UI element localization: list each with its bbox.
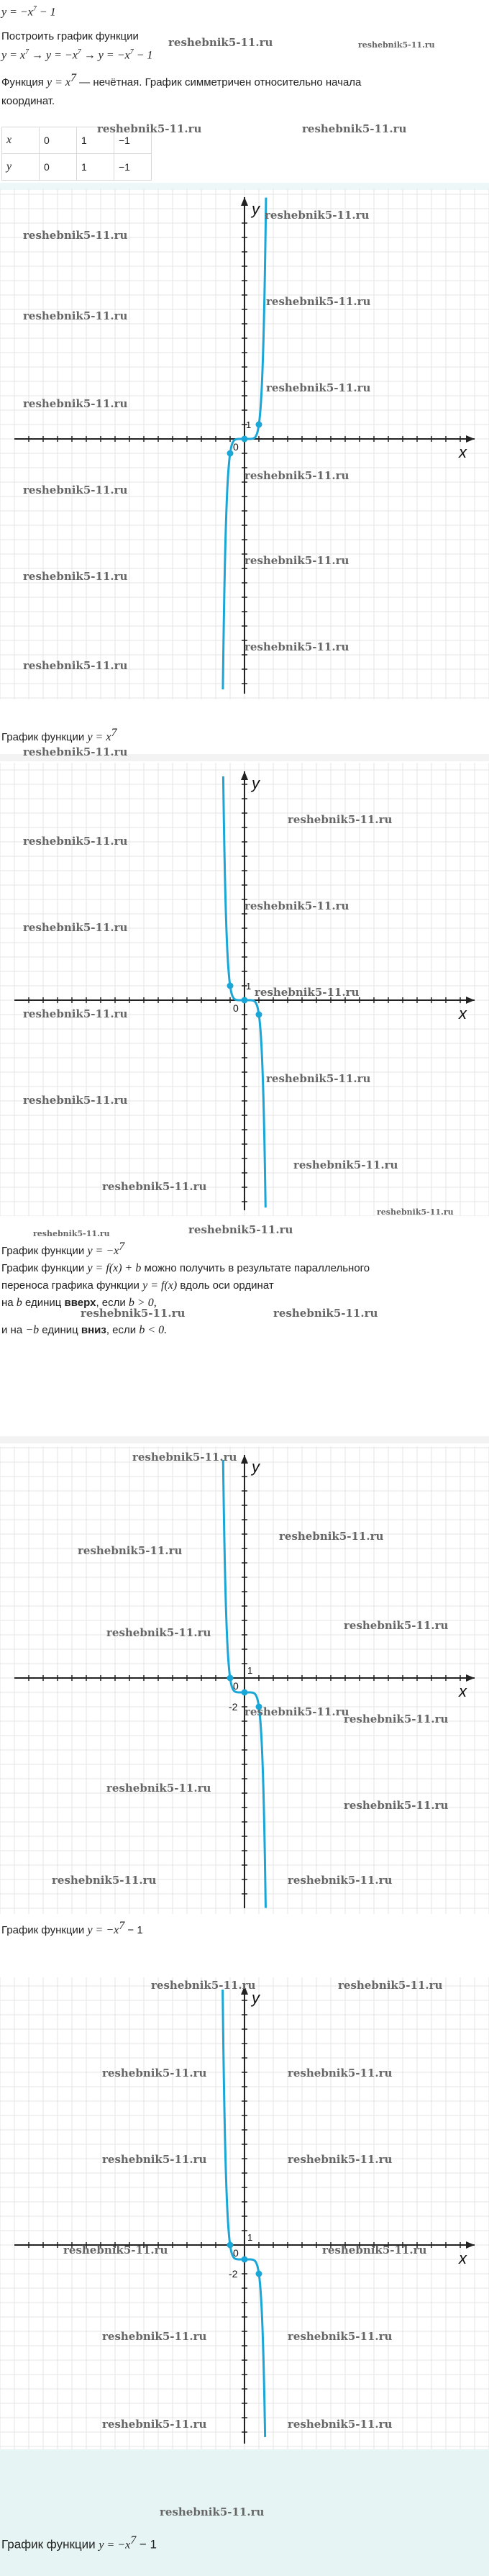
shift-rule-line-1: График функции y = f(x) + b можно получить в результате параллельного bbox=[1, 1262, 370, 1274]
watermark: reshebnik5-11.ru bbox=[23, 921, 128, 934]
watermark: reshebnik5-11.ru bbox=[97, 122, 202, 135]
x-axis-arrow bbox=[466, 435, 475, 443]
watermark: reshebnik5-11.ru bbox=[344, 1799, 449, 1812]
watermark: reshebnik5-11.ru bbox=[244, 469, 349, 482]
x-axis-label: x bbox=[459, 443, 467, 461]
y-axis-label: y bbox=[252, 1989, 260, 2007]
watermark: reshebnik5-11.ru bbox=[273, 1307, 378, 1320]
section-divider bbox=[0, 1436, 489, 1443]
watermark: reshebnik5-11.ru bbox=[23, 659, 128, 672]
y-axis-label: y bbox=[252, 200, 260, 218]
y-axis-arrow bbox=[241, 197, 248, 206]
table-cell: y bbox=[2, 154, 40, 181]
y-axis-label: y bbox=[252, 774, 260, 792]
watermark: reshebnik5-11.ru bbox=[358, 40, 435, 50]
watermark: reshebnik5-11.ru bbox=[244, 554, 349, 567]
table-cell: 0 bbox=[40, 127, 77, 154]
watermark: reshebnik5-11.ru bbox=[160, 2505, 265, 2518]
watermark: reshebnik5-11.ru bbox=[102, 2153, 207, 2166]
watermark: reshebnik5-11.ru bbox=[244, 1705, 349, 1718]
watermark: reshebnik5-11.ru bbox=[102, 2067, 207, 2080]
table-row bbox=[2, 154, 152, 181]
watermark: reshebnik5-11.ru bbox=[52, 1874, 157, 1887]
tick-label: -2 bbox=[229, 1701, 238, 1713]
watermark: reshebnik5-11.ru bbox=[168, 36, 273, 49]
watermark: reshebnik5-11.ru bbox=[288, 1874, 393, 1887]
intro-text: Построить график функции bbox=[1, 30, 139, 42]
watermark: reshebnik5-11.ru bbox=[344, 1619, 449, 1632]
curve-point bbox=[227, 983, 234, 989]
curve-point bbox=[256, 1012, 262, 1018]
origin-label: 0 bbox=[233, 1002, 239, 1014]
watermark: reshebnik5-11.ru bbox=[244, 640, 349, 653]
watermark: reshebnik5-11.ru bbox=[288, 2418, 393, 2431]
watermark: reshebnik5-11.ru bbox=[266, 295, 371, 308]
watermark: reshebnik5-11.ru bbox=[23, 1094, 128, 1107]
watermark: reshebnik5-11.ru bbox=[188, 1223, 293, 1236]
x-axis-label: x bbox=[459, 1004, 467, 1022]
tick-label: -2 bbox=[229, 2268, 238, 2280]
curve-point bbox=[227, 2242, 234, 2249]
watermark: reshebnik5-11.ru bbox=[23, 484, 128, 496]
watermark: reshebnik5-11.ru bbox=[23, 1007, 128, 1020]
title-equation: $y = -x^7 - 1$ bbox=[1, 5, 56, 19]
origin-label: 0 bbox=[233, 2247, 239, 2259]
graph-neg-x7 bbox=[0, 763, 489, 1216]
watermark: reshebnik5-11.ru bbox=[106, 1626, 211, 1639]
watermark: reshebnik5-11.ru bbox=[266, 381, 371, 394]
watermark: reshebnik5-11.ru bbox=[63, 2244, 168, 2257]
curve-point bbox=[227, 450, 234, 457]
origin-label: 0 bbox=[233, 1680, 239, 1692]
table-cell: −1 bbox=[114, 154, 152, 181]
watermark: reshebnik5-11.ru bbox=[255, 986, 360, 999]
watermark: reshebnik5-11.ru bbox=[266, 1072, 371, 1085]
table-cell: 0 bbox=[40, 154, 77, 181]
y-axis-label: y bbox=[252, 1458, 260, 1476]
caption-graph-3: График функции $y = -x^7 - 1$ bbox=[1, 1920, 143, 1936]
watermark: reshebnik5-11.ru bbox=[23, 397, 128, 410]
watermark: reshebnik5-11.ru bbox=[322, 2244, 427, 2257]
watermark: reshebnik5-11.ru bbox=[78, 1544, 183, 1557]
curve-point bbox=[256, 2271, 262, 2277]
watermark: reshebnik5-11.ru bbox=[344, 1713, 449, 1725]
watermark: reshebnik5-11.ru bbox=[33, 1229, 110, 1238]
watermark: reshebnik5-11.ru bbox=[23, 745, 128, 758]
watermark: reshebnik5-11.ru bbox=[279, 1530, 384, 1543]
transform-chain: $y = x^7 \to y = -x^7 \to y = -x^7 - 1$ bbox=[1, 48, 153, 62]
curve-point bbox=[242, 2257, 248, 2263]
curve-point bbox=[227, 1675, 234, 1682]
x-axis-arrow bbox=[466, 1674, 475, 1682]
caption-graph-1: График функции $y = x^7$ bbox=[1, 727, 117, 743]
unit-label: 1 bbox=[246, 419, 252, 430]
watermark: reshebnik5-11.ru bbox=[23, 835, 128, 848]
watermark: reshebnik5-11.ru bbox=[244, 899, 349, 912]
y-axis-arrow bbox=[241, 771, 248, 780]
watermark: reshebnik5-11.ru bbox=[23, 570, 128, 583]
x-axis-label: x bbox=[459, 2249, 467, 2267]
graph-neg-x7-minus-1-final bbox=[0, 1977, 489, 2449]
odd-function-text: Функция $y = x^7$ — нечётная. График симметричен относительно начала bbox=[1, 72, 362, 89]
watermark: reshebnik5-11.ru bbox=[132, 1451, 237, 1464]
shift-rule-line-3: на b единиц вверх, если b > 0, bbox=[1, 1297, 157, 1309]
curve-point bbox=[256, 422, 262, 428]
table-cell: x bbox=[2, 127, 40, 154]
watermark: reshebnik5-11.ru bbox=[102, 1180, 207, 1193]
y-axis-arrow bbox=[241, 1455, 248, 1464]
graph-neg-x7-minus-1 bbox=[0, 1446, 489, 1914]
unit-label: 1 bbox=[247, 2232, 253, 2243]
watermark: reshebnik5-11.ru bbox=[288, 2153, 393, 2166]
curve-point bbox=[242, 436, 248, 443]
x-axis-arrow bbox=[466, 997, 475, 1004]
table-cell: 1 bbox=[77, 154, 114, 181]
watermark: reshebnik5-11.ru bbox=[338, 1979, 443, 1992]
watermark: reshebnik5-11.ru bbox=[102, 2330, 207, 2343]
shift-rule-line-2: переноса графика функции y = f(x) вдоль оси ординат bbox=[1, 1279, 274, 1292]
table-cell: 1 bbox=[77, 127, 114, 154]
x-axis-label: x bbox=[459, 1682, 467, 1700]
odd-function-text-2: координат. bbox=[1, 95, 55, 107]
watermark: reshebnik5-11.ru bbox=[288, 2067, 393, 2080]
table-cell: −1 bbox=[114, 127, 152, 154]
curve-point bbox=[242, 1690, 248, 1696]
watermark: reshebnik5-11.ru bbox=[293, 1158, 398, 1171]
caption-graph-4: График функции $y = -x^7 - 1$ bbox=[1, 2534, 157, 2552]
origin-label: 0 bbox=[233, 441, 239, 453]
watermark: reshebnik5-11.ru bbox=[288, 2330, 393, 2343]
curve-point bbox=[242, 997, 248, 1004]
graph-x7 bbox=[0, 189, 489, 699]
shift-rule-line-4: и на −b единиц вниз, если b < 0. bbox=[1, 1324, 168, 1336]
unit-label: 1 bbox=[247, 1665, 253, 1676]
unit-label: 1 bbox=[246, 981, 252, 992]
watermark: reshebnik5-11.ru bbox=[151, 1979, 256, 1992]
watermark: reshebnik5-11.ru bbox=[81, 1307, 186, 1320]
watermark: reshebnik5-11.ru bbox=[23, 309, 128, 322]
watermark: reshebnik5-11.ru bbox=[102, 2418, 207, 2431]
caption-graph-2: График функции $y = -x^7$ bbox=[1, 1241, 125, 1257]
watermark: reshebnik5-11.ru bbox=[106, 1782, 211, 1795]
watermark: reshebnik5-11.ru bbox=[302, 122, 407, 135]
watermark: reshebnik5-11.ru bbox=[23, 229, 128, 242]
watermark: reshebnik5-11.ru bbox=[265, 209, 370, 222]
watermark: reshebnik5-11.ru bbox=[377, 1207, 454, 1217]
watermark: reshebnik5-11.ru bbox=[288, 813, 393, 826]
x-axis-arrow bbox=[466, 2241, 475, 2249]
